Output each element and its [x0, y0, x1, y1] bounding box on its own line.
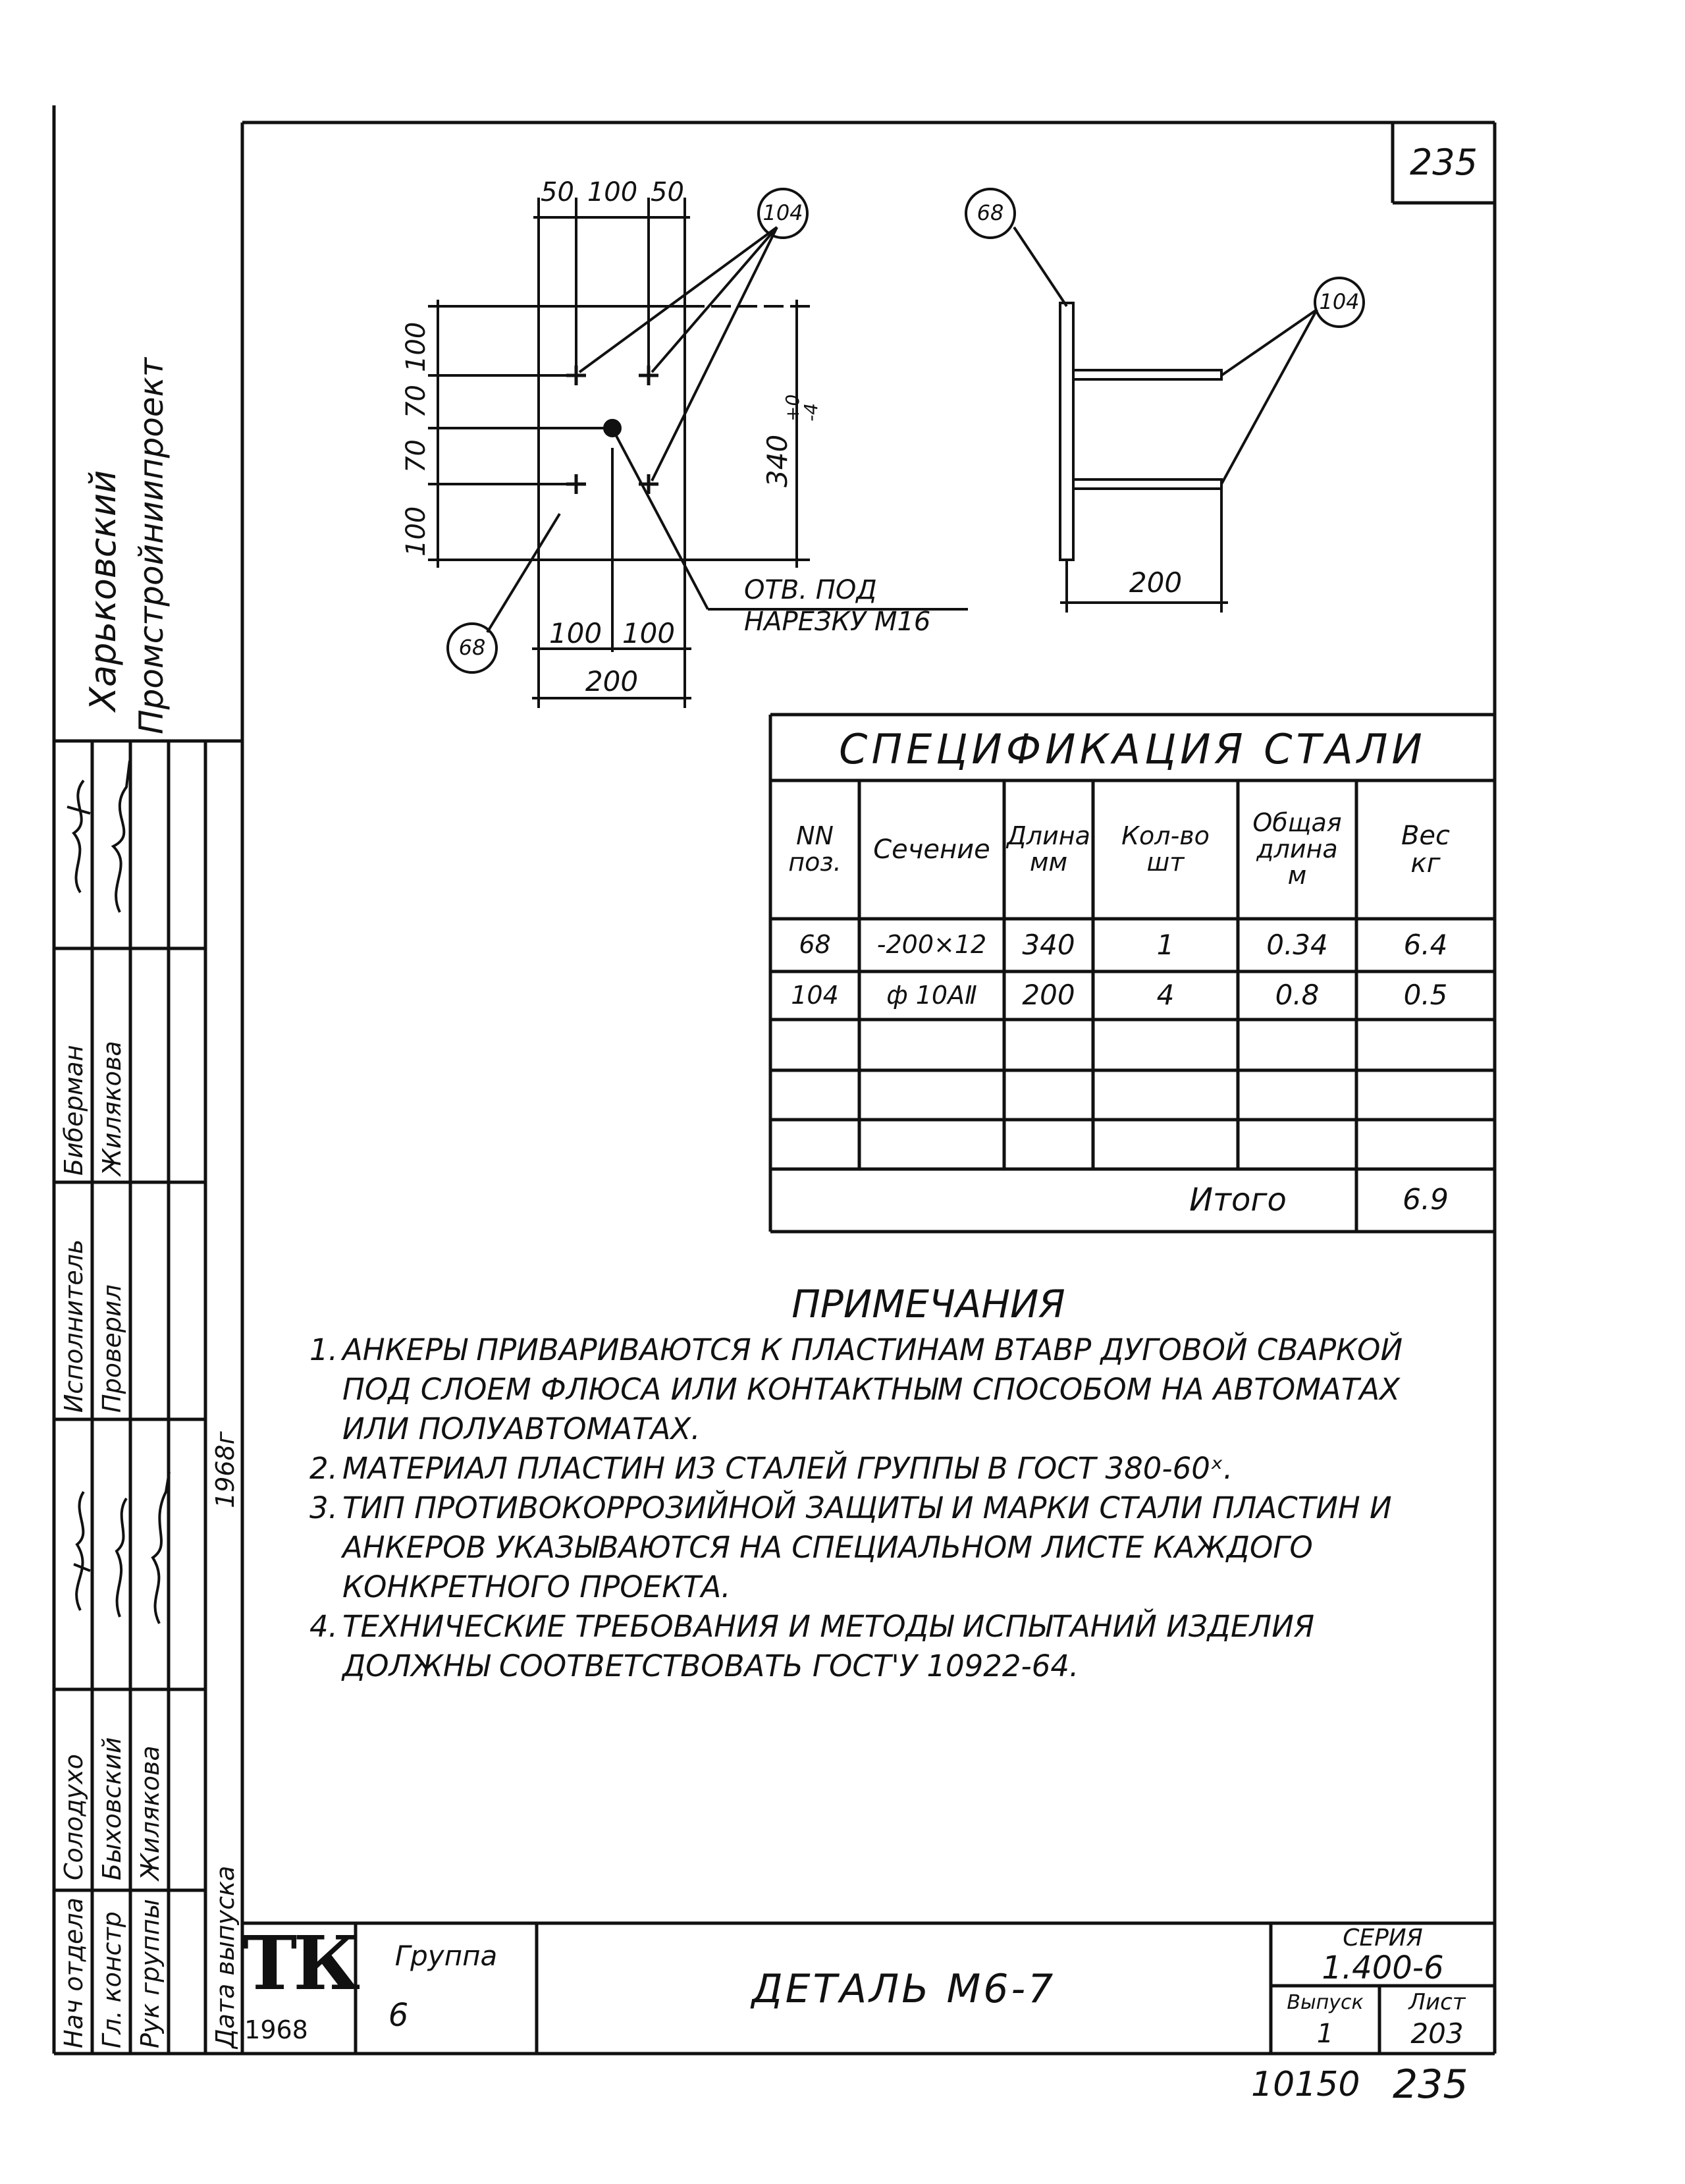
note-1-number: 1. — [309, 1332, 338, 1367]
dim-top-3: 50 — [651, 177, 684, 207]
series-label: СЕРИЯ — [1343, 1924, 1423, 1952]
name-head-dept: Солодухо — [59, 1754, 88, 1880]
table-row-2-section: ф 10АⅡ — [886, 980, 977, 1010]
dim-left-2: 70 — [401, 385, 431, 418]
table-row-2-qty: 4 — [1156, 979, 1175, 1012]
spec-header-total-length-l2: длина — [1256, 834, 1338, 864]
spec-header-pos-l2: поз. — [788, 848, 842, 877]
dim-left-3: 70 — [401, 439, 431, 473]
group-label: Группа — [394, 1939, 498, 1972]
dim-top-2: 100 — [587, 177, 638, 207]
series-value: 1.400-6 — [1322, 1949, 1444, 1986]
table-row-1-section: -200×12 — [876, 930, 987, 960]
spec-header-pos — [770, 780, 859, 919]
notes-title: ПРИМЕЧАНИЯ — [791, 1282, 1065, 1326]
organization-line-2: Промстройниипроект — [132, 358, 171, 734]
name-executor: Биберман — [59, 1045, 88, 1176]
issue-label: Выпуск — [1287, 1990, 1364, 2014]
table-row-1-length: 340 — [1022, 928, 1075, 961]
role-chief-constructor: Гл. констр — [97, 1911, 126, 2048]
sheet-value: 203 — [1410, 2017, 1464, 2050]
tk-logo-year: 1968 — [244, 2015, 308, 2044]
release-year: 1968г — [211, 1431, 240, 1508]
spec-total-value: 6.9 — [1403, 1183, 1449, 1217]
hole-note-line-1: ОТВ. ПОД — [744, 575, 877, 605]
release-date-label: Дата выпуска — [211, 1865, 240, 2048]
group-value: 6 — [388, 1996, 409, 2034]
table-row-2-total-length: 0.8 — [1275, 979, 1320, 1012]
dim-left-4: 100 — [401, 506, 431, 557]
callout-68-front: 68 — [446, 622, 498, 674]
spec-header-section-l1: Сечение — [873, 834, 990, 865]
issue-value: 1 — [1316, 2019, 1334, 2049]
table-row-2-pos: 104 — [791, 980, 839, 1010]
dim-top-1: 50 — [541, 177, 574, 207]
organization-line-1: Харьковский — [82, 470, 124, 711]
table-row-2-length: 200 — [1022, 979, 1075, 1012]
name-group-lead: Жилякова — [136, 1745, 165, 1880]
hole-note-line-2: НАРЕЗКУ М16 — [744, 607, 931, 637]
spec-header-total-length — [1238, 780, 1356, 919]
role-head-dept: Нач отдела — [59, 1897, 88, 2048]
spec-header-length-l1: Длина — [1007, 821, 1090, 851]
dim-height: 340 — [761, 434, 793, 487]
callout-68-side: 68 — [965, 188, 1016, 239]
spec-header-qty — [1093, 780, 1238, 919]
dim-left-1: 100 — [401, 321, 431, 372]
note-2-number: 2. — [309, 1451, 338, 1486]
note-item — [309, 1488, 1468, 1607]
spec-header-total-length-l3: м — [1287, 860, 1307, 890]
note-2-text: МАТЕРИАЛ ПЛАСТИН ИЗ СТАЛЕЙ ГРУППЫ В ГОСТ 380-60ˣ. — [342, 1451, 1233, 1486]
side-anchor-1 — [1073, 370, 1221, 379]
role-checked: Проверил — [97, 1284, 126, 1413]
sheet-label: Лист — [1408, 1988, 1466, 2015]
notes-section — [309, 1278, 1468, 1686]
spec-header-qty-l2: шт — [1146, 848, 1185, 877]
note-3-number: 3. — [309, 1490, 338, 1525]
callout-104-side: 104 — [1314, 277, 1365, 328]
side-plate — [1060, 303, 1073, 560]
note-item — [309, 1449, 1468, 1488]
spec-header-qty-l1: Кол-во — [1121, 821, 1210, 851]
name-chief-constructor: Быховский — [97, 1737, 126, 1880]
table-row-1-qty: 1 — [1156, 928, 1175, 961]
detail-title: ДЕТАЛЬ М6-7 — [751, 1965, 1056, 2012]
footer-number-1: 10150 — [1251, 2065, 1360, 2104]
spec-header-pos-l1: NN — [796, 821, 834, 851]
role-executor: Исполнитель — [59, 1239, 88, 1413]
table-row-1-total-length: 0.34 — [1266, 928, 1328, 961]
table-row-1-weight: 6.4 — [1403, 928, 1448, 961]
spec-header-total-length-l1: Общая — [1252, 808, 1342, 838]
spec-total-label: Итого — [1189, 1182, 1287, 1219]
spec-header-length — [1004, 780, 1093, 919]
note-4-number: 4. — [309, 1609, 338, 1644]
dim-total: 200 — [585, 665, 639, 698]
spec-header-weight — [1356, 780, 1495, 919]
role-group-lead: Рук группы — [136, 1899, 165, 2048]
spec-header-weight-l1: Вес — [1401, 821, 1451, 851]
side-anchor-2 — [1073, 479, 1221, 489]
note-4-text: ТЕХНИЧЕСКИЕ ТРЕБОВАНИЯ И МЕТОДЫ ИСПЫТАНИЙ ИЗДЕЛИЯ ДОЛЖНЫ СООТВЕТСТВОВАТЬ ГОСТ'У 10922-64. — [342, 1609, 1315, 1683]
table-row-1-pos: 68 — [799, 930, 831, 960]
name-checked: Жилякова — [97, 1041, 126, 1176]
spec-table-title: СПЕЦИФИКАЦИЯ СТАЛИ — [839, 724, 1426, 773]
spec-header-section — [859, 780, 1004, 919]
note-1-text: АНКЕРЫ ПРИВАРИВАЮТСЯ К ПЛАСТИНАМ ВТАВР ДУГОВОЙ СВАРКОЙ ПОД СЛОЕМ ФЛЮСА ИЛИ КОНТАКТНЫМ СПОСОБОМ НА АВТОМАТАХ ИЛИ ПОЛУАВТОМАТАХ. — [342, 1332, 1403, 1446]
side-dim-length: 200 — [1129, 566, 1183, 599]
dim-tol-plus: +0 — [782, 394, 803, 422]
corner-sheet-number: 235 — [1409, 142, 1478, 184]
table-row-2-weight: 0.5 — [1403, 979, 1448, 1012]
dim-bottom-1: 100 — [548, 617, 602, 650]
note-3-text: ТИП ПРОТИВОКОРРОЗИЙНОЙ ЗАЩИТЫ И МАРКИ СТАЛИ ПЛАСТИН И АНКЕРОВ УКАЗЫВАЮТСЯ НА СПЕЦИАЛЬНОМ ЛИСТЕ КАЖДОГО КОНКРЕТНОГО ПРОЕКТА. — [342, 1490, 1392, 1604]
dim-tol-minus: -4 — [800, 403, 822, 422]
dim-bottom-2: 100 — [622, 617, 676, 650]
footer-number-2: 235 — [1393, 2061, 1468, 2108]
spec-header-length-l2: мм — [1029, 848, 1068, 877]
note-item — [309, 1607, 1468, 1686]
note-item — [309, 1330, 1468, 1449]
callout-104-front: 104 — [757, 188, 809, 239]
spec-header-weight-l2: кг — [1410, 848, 1441, 879]
tk-logo: ТК — [242, 1921, 357, 2007]
